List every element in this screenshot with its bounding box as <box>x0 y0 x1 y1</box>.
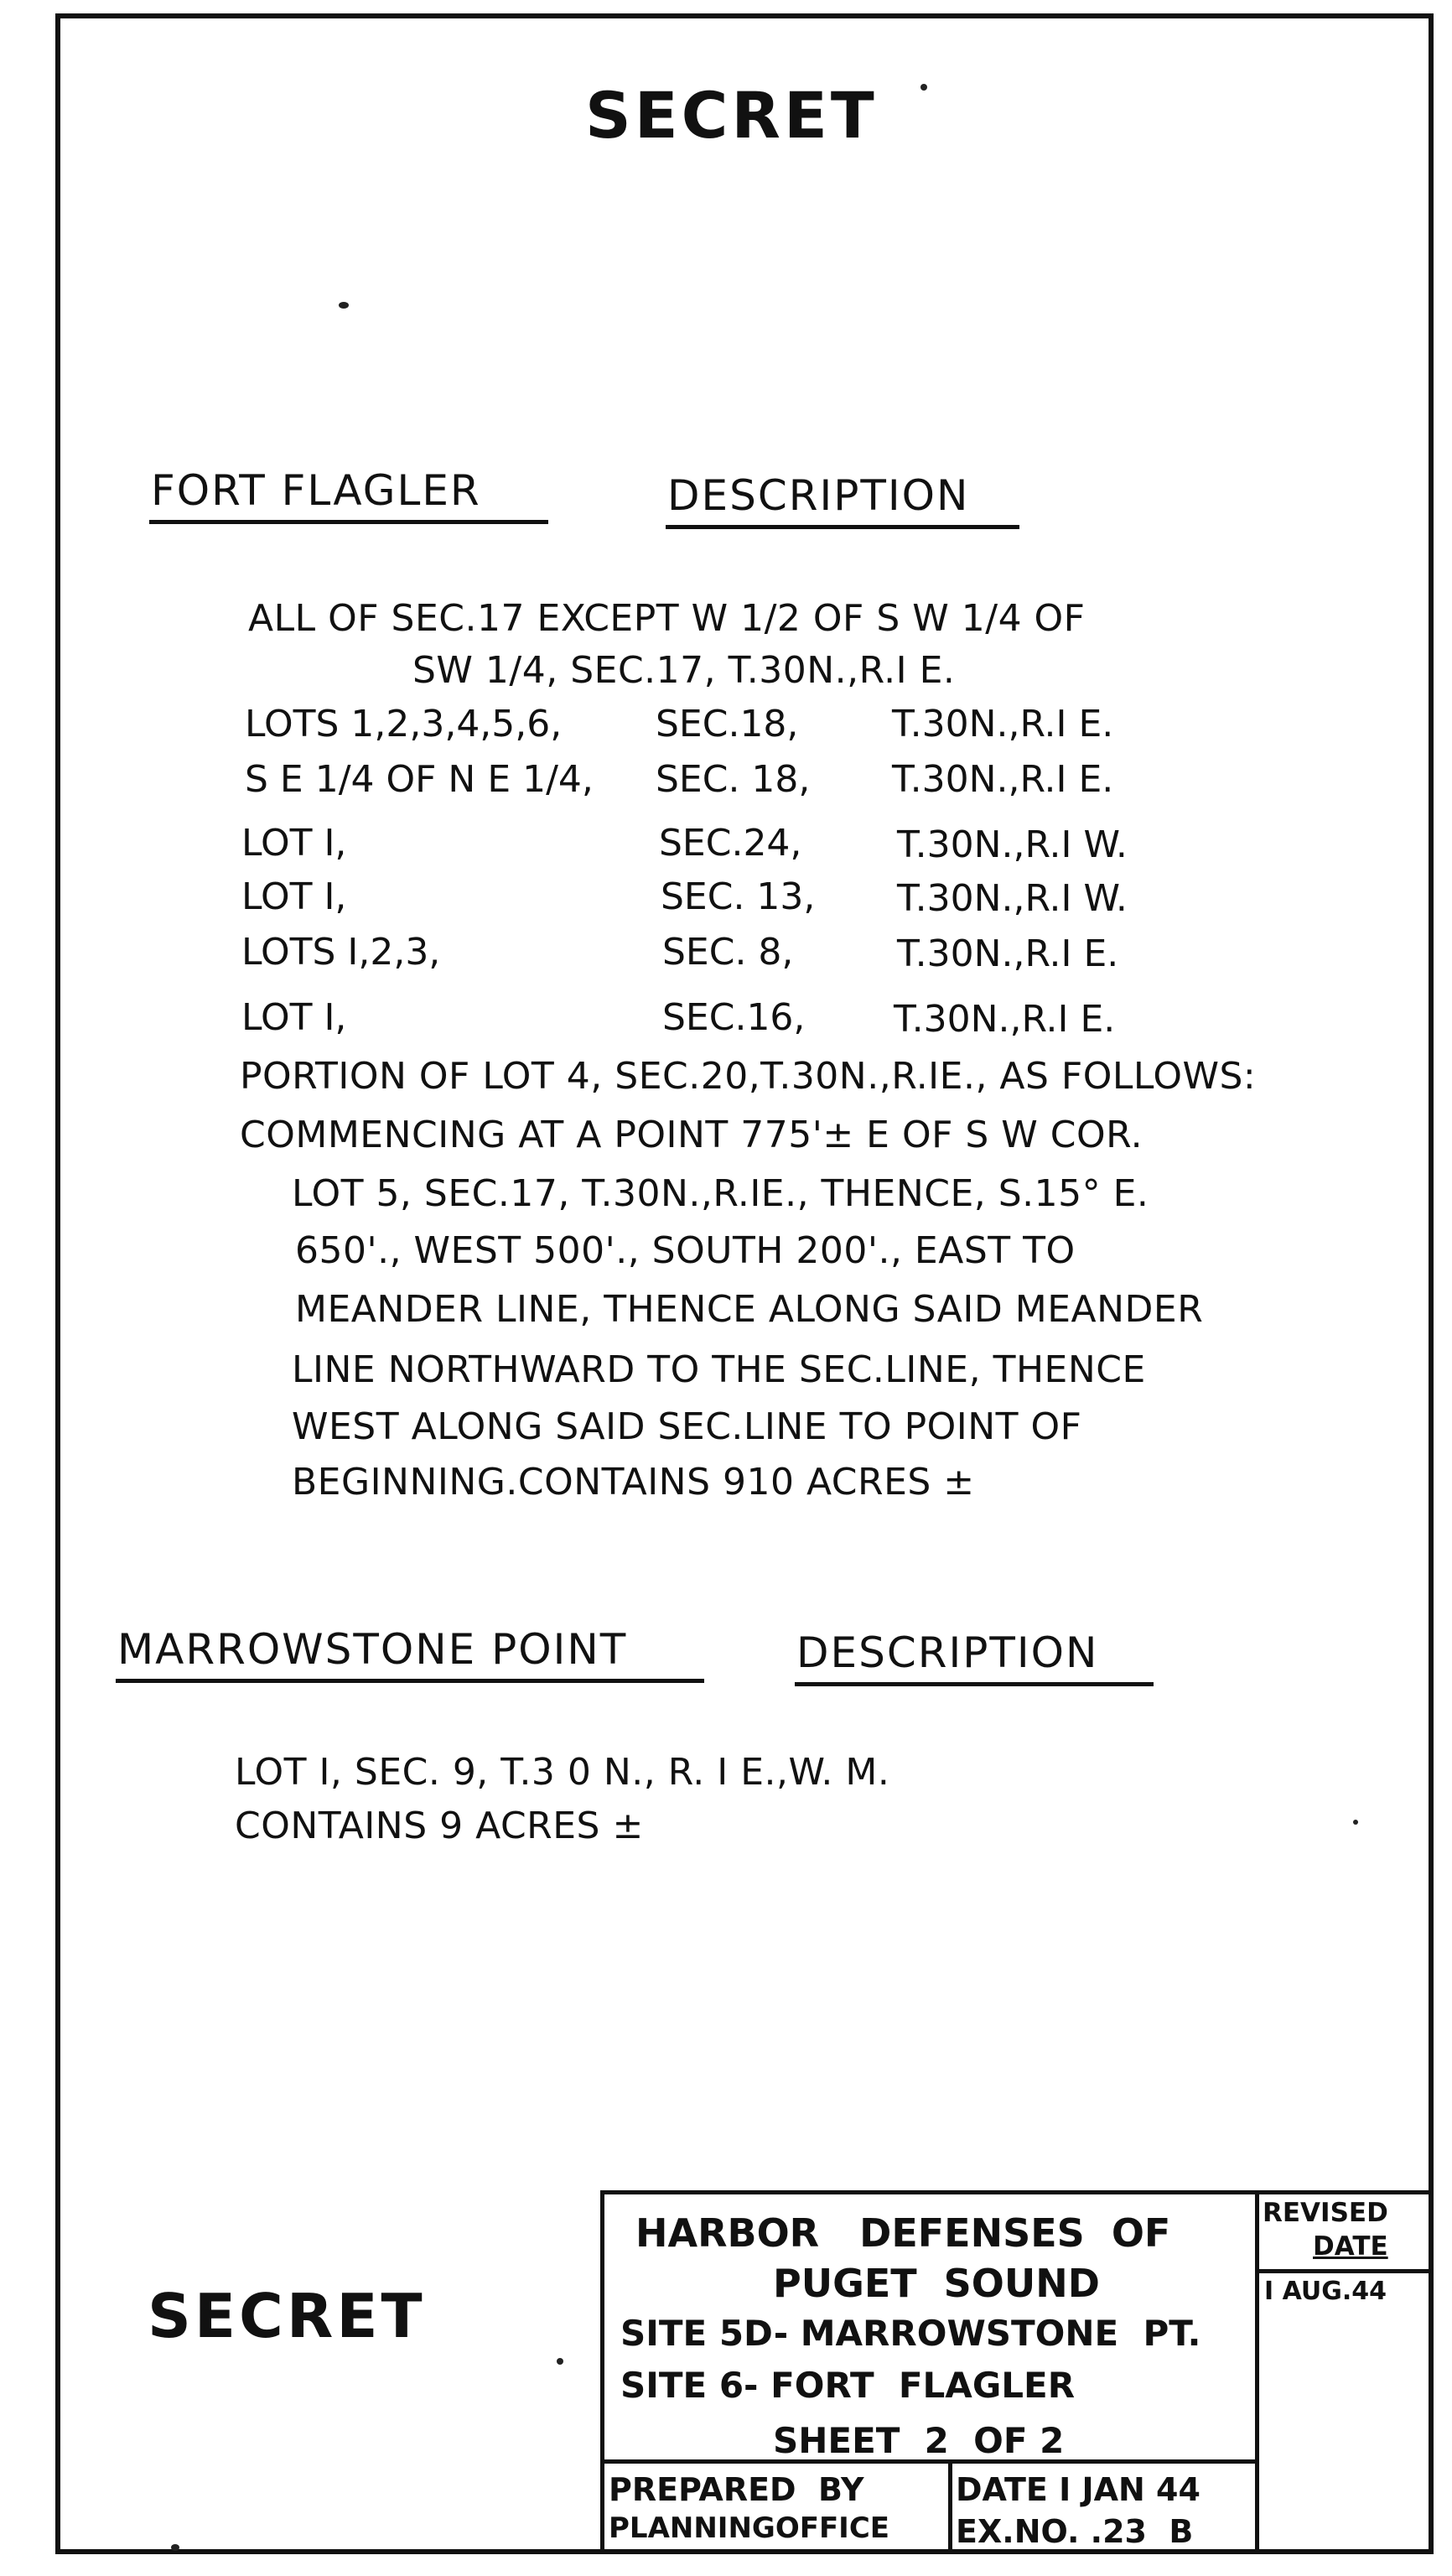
fort-flagler-line-1: ALL OF SEC.17 EXCEPT W 1/2 OF S W 1/4 OF <box>248 597 1086 640</box>
marrowstone-line-1: LOT I, SEC. 9, T.3 0 N., R. I E.,W. M. <box>235 1751 890 1794</box>
marrowstone-subtitle: DESCRIPTION <box>796 1628 1099 1677</box>
section-cell: SEC.18, <box>656 703 799 745</box>
title-block-line-3: SITE 5D- MARROWSTONE PT. <box>620 2313 1201 2354</box>
lot-cell: LOTS I,2,3, <box>241 931 441 974</box>
fort-flagler-subtitle: DESCRIPTION <box>667 471 970 520</box>
lot-cell: LOT I, <box>241 875 347 918</box>
classification-top: SECRET <box>585 78 878 153</box>
lot-cell: LOT I, <box>241 822 347 865</box>
scan-speck <box>920 84 927 91</box>
scan-speck <box>339 302 349 309</box>
revised-date-value: I AUG.44 <box>1264 2277 1387 2306</box>
portion-indented-line-3: MEANDER LINE, THENCE ALONG SAID MEANDER <box>295 1288 1204 1331</box>
marrowstone-title: MARROWSTONE POINT <box>117 1625 628 1674</box>
marrowstone-line-2: CONTAINS 9 ACRES ± <box>235 1805 644 1847</box>
prepared-by-value: PLANNINGOFFICE <box>609 2511 890 2545</box>
fort-flagler-line-2: SW 1/4, SEC.17, T.30N.,R.I E. <box>412 649 956 692</box>
revised-date-label: DATE <box>1313 2231 1388 2262</box>
title-block-line-1: HARBOR DEFENSES OF <box>635 2210 1171 2256</box>
fort-flagler-subtitle-underline <box>666 525 1019 529</box>
township-cell: T.30N.,R.I E. <box>894 998 1116 1041</box>
portion-indented-line-4: LINE NORTHWARD TO THE SEC.LINE, THENCE <box>292 1348 1146 1391</box>
classification-bottom: SECRET <box>148 2281 426 2351</box>
township-cell: T.30N.,R.I E. <box>892 758 1114 801</box>
drawing-date: DATE I JAN 44 <box>956 2471 1200 2508</box>
section-cell: SEC.24, <box>659 822 802 865</box>
scan-speck <box>557 2358 563 2365</box>
revised-label: REVISED <box>1263 2198 1388 2228</box>
township-cell: T.30N.,R.I E. <box>897 932 1119 975</box>
township-cell: T.30N.,R.I W. <box>897 877 1128 920</box>
lot-cell: LOT I, <box>241 996 347 1039</box>
drawing-sheet-border <box>55 13 1434 2554</box>
township-cell: T.30N.,R.I W. <box>897 823 1128 866</box>
fort-flagler-title: FORT FLAGLER <box>151 466 481 515</box>
section-cell: SEC. 13, <box>661 875 816 918</box>
portion-indented-line-6: BEGINNING.CONTAINS 910 ACRES ± <box>292 1461 975 1504</box>
scan-speck <box>1353 1820 1358 1825</box>
scan-speck <box>171 2544 179 2551</box>
section-cell: SEC. 8, <box>662 931 794 974</box>
portion-line-1: PORTION OF LOT 4, SEC.20,T.30N.,R.IE., AS FOLLOWS: <box>240 1055 1257 1098</box>
exhibit-number: EX.NO. .23 B <box>956 2513 1194 2550</box>
portion-indented-line-5: WEST ALONG SAID SEC.LINE TO POINT OF <box>292 1405 1082 1448</box>
portion-line-2: COMMENCING AT A POINT 775'± E OF S W COR. <box>240 1114 1143 1156</box>
fort-flagler-title-underline <box>149 520 548 524</box>
township-cell: T.30N.,R.I E. <box>892 703 1114 745</box>
lot-cell: S E 1/4 OF N E 1/4, <box>245 758 594 801</box>
prepared-by-label: PREPARED BY <box>609 2471 864 2508</box>
marrowstone-subtitle-underline <box>795 1682 1154 1686</box>
section-cell: SEC.16, <box>662 996 806 1039</box>
title-block-sheet-number: SHEET 2 OF 2 <box>773 2420 1065 2461</box>
title-block-line-4: SITE 6- FORT FLAGLER <box>620 2365 1076 2406</box>
section-cell: SEC. 18, <box>656 758 811 801</box>
portion-indented-line-2: 650'., WEST 500'., SOUTH 200'., EAST TO <box>295 1229 1076 1272</box>
title-block-revised-divider <box>1255 2269 1434 2273</box>
portion-indented-line-1: LOT 5, SEC.17, T.30N.,R.IE., THENCE, S.15° E. <box>292 1172 1149 1215</box>
title-block-line-2: PUGET SOUND <box>773 2261 1100 2306</box>
marrowstone-title-underline <box>116 1679 704 1683</box>
lot-cell: LOTS 1,2,3,4,5,6, <box>245 703 563 745</box>
